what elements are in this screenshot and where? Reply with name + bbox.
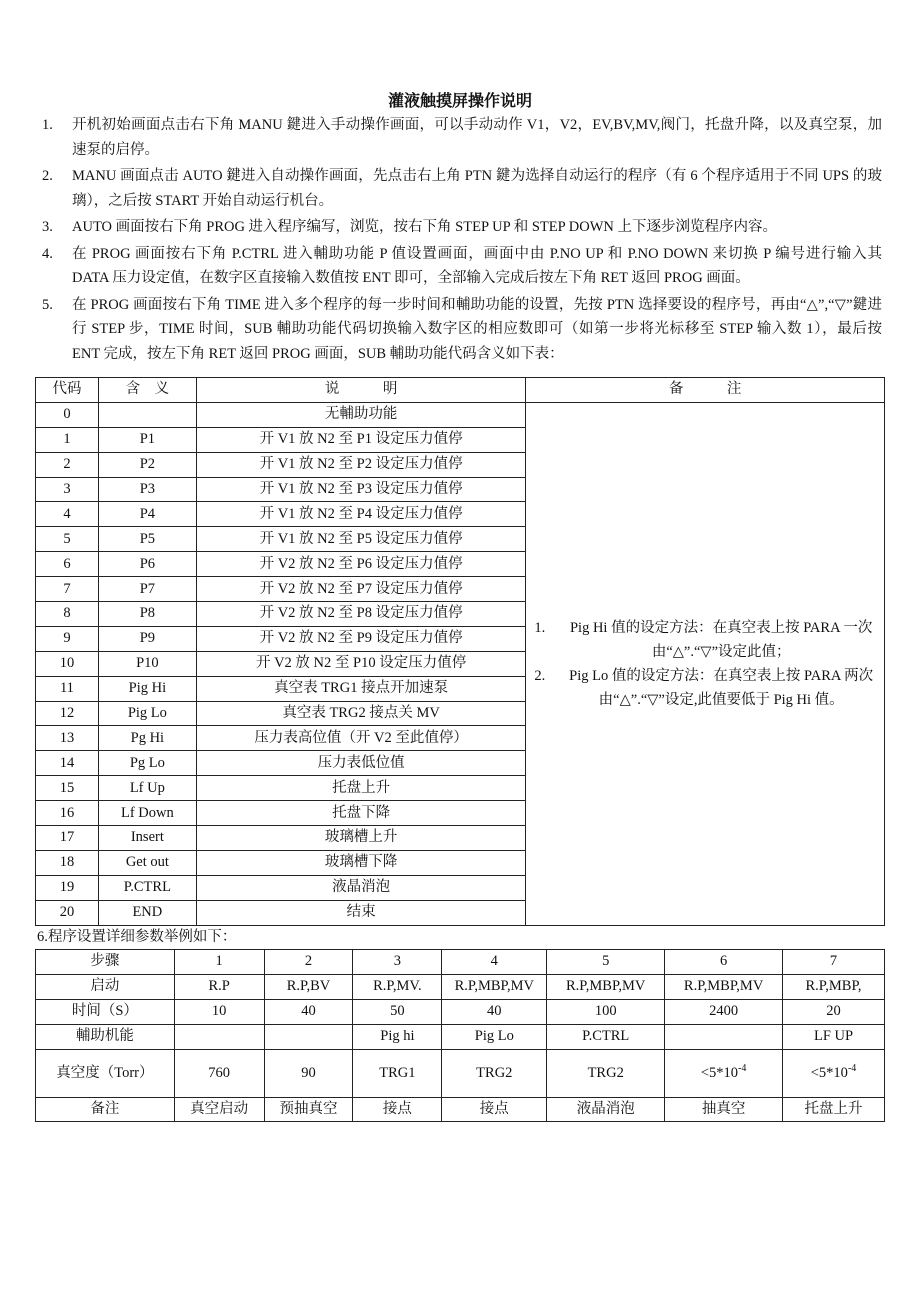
cell-meaning: Insert [98,826,196,851]
row-label: 备注 [36,1097,175,1122]
step-cell [174,1024,264,1049]
step-cell [665,999,783,1024]
item-text: MANU 画面点击 AUTO 鍵进入自动操作画面，先点击右上角 PTN 鍵为选择自动运行的程序（有 6 个程序适用于不同 UPS 的玻璃），之后按 START 开始自动运行机台。 [72,168,882,209]
step-cell [353,999,442,1024]
cell-meaning: P9 [98,626,196,651]
cell-meaning: Pig Hi [98,676,196,701]
cell-desc: 开 V2 放 N2 至 P10 设定压力值停 [196,651,526,676]
cell-value: Pig Lo [474,1028,514,1045]
cell-meaning: P4 [98,502,196,527]
remark-item [532,664,878,712]
header-description: 说 明 [196,378,526,403]
table-row [36,1024,885,1049]
cell-value: 液晶消泡 [576,1101,635,1117]
cell-desc: 液晶消泡 [196,875,526,900]
cell-code: 12 [36,701,99,726]
row-label: 步骤 [36,950,175,975]
cell-desc: 真空表 TRG1 接点开加速泵 [196,676,526,701]
row-label: 启动 [36,974,175,999]
cell-meaning: Pg Hi [98,726,196,751]
step-cell [353,1049,442,1097]
step-cell [665,1049,783,1097]
cell-desc: 开 V1 放 N2 至 P4 设定压力值停 [196,502,526,527]
cell-code: 19 [36,875,99,900]
exponent: -4 [738,1062,747,1074]
item-text: AUTO 画面按右下角 PROG 进入程序编写，浏览，按右下角 STEP UP 和 STEP DOWN 上下逐步浏览程序内容。 [72,219,778,235]
cell-code: 14 [36,751,99,776]
cell-value: 50 [390,1003,405,1020]
step-cell [264,1097,353,1122]
header-code: 代码 [36,378,99,403]
item-text: 开机初始画面点击右下角 MANU 鍵进入手动操作画面，可以手动动作 V1，V2，EV,BV,MV,阀门，托盘升降，以及真空泵，加速泵的启停。 [72,117,882,158]
cell-code: 7 [36,577,99,602]
step-cell [442,950,547,975]
instruction-item [36,293,882,367]
cell-code: 17 [36,826,99,851]
cell-value: TRG2 [476,1064,513,1081]
cell-code: 3 [36,477,99,502]
step-cell [783,1024,885,1049]
cell-code: 10 [36,651,99,676]
item-text: 在 PROG 画面按右下角 P.CTRL 进入輔助功能 P 值设置画面，画面中由 P.NO UP 和 P.NO DOWN 来切换 P 编号进行输入其 DATA 压力设定值，在数字区直接输入数值按 ENT 即可，全部输入完成后按左下角 RET 返回 PROG 画面。 [72,245,882,286]
cell-value: 2400 [709,1003,739,1020]
cell-value: 7 [829,953,838,970]
cell-meaning: P7 [98,577,196,602]
cell-desc: 开 V1 放 N2 至 P3 设定压力值停 [196,477,526,502]
cell-code: 9 [36,626,99,651]
cell-value: 10 [211,1003,227,1020]
step-cell [442,1024,547,1049]
cell-value: 40 [487,1003,502,1020]
cell-value: R.P,MBP, [805,978,862,995]
step-cell [353,1097,442,1122]
cell-meaning: P.CTRL [98,875,196,900]
remarks-list [532,616,878,712]
cell-value: Pig hi [380,1028,415,1045]
cell-desc: 玻璃槽上升 [196,826,526,851]
step-cell [174,999,264,1024]
step-cell [264,999,353,1024]
step-cell [174,1097,264,1122]
cell-value: 6 [719,953,728,970]
table-row [36,999,885,1024]
cell-code: 16 [36,801,99,826]
item-number: 2. [42,168,53,184]
cell-value: 预抽真空 [279,1101,338,1117]
item-number: 4. [42,245,53,262]
cell-desc: 开 V2 放 N2 至 P6 设定压力值停 [196,552,526,577]
table-row [36,402,885,427]
exponent: -4 [847,1062,857,1074]
cell-code: 4 [36,502,99,527]
section-6-heading: 6.程序设置详细参数举例如下： [37,929,237,945]
instruction-list [36,113,882,368]
cell-code: 2 [36,452,99,477]
cell-desc: 开 V1 放 N2 至 P5 设定压力值停 [196,527,526,552]
cell-meaning: P3 [98,477,196,502]
row-label: 时间（S） [36,999,175,1024]
cell-value: 接点 [479,1101,509,1117]
step-cell [783,1097,885,1122]
step-cell [264,950,353,975]
cell-value: 90 [301,1064,316,1081]
cell-desc: 托盘上升 [196,776,526,801]
step-cell [442,999,547,1024]
remark-text: Pig Hi 值的设定方法：在真空表上按 PARA 一次由“△”.“▽”设定此值； [569,619,873,660]
cell-desc: 压力表低位值 [196,751,526,776]
cell-code: 20 [36,900,99,925]
cell-code: 8 [36,602,99,627]
remark-number: 2. [534,667,546,684]
cell-meaning: P1 [98,427,196,452]
table-row [36,974,885,999]
cell-value: TRG2 [587,1064,624,1081]
cell-value: R.P,MV. [373,978,422,995]
step-cell [783,974,885,999]
step-cell [353,950,442,975]
step-cell [547,1049,665,1097]
remarks-cell [526,402,885,925]
table-row [36,1097,885,1122]
cell-value: <5*10 [810,1064,848,1081]
step-cell [783,1049,885,1097]
cell-code: 18 [36,850,99,875]
instruction-item [36,242,882,291]
step-cell [547,950,665,975]
step-cell [264,1024,353,1049]
step-cell [174,974,264,999]
item-number: 3. [42,219,53,235]
cell-meaning: Lf Up [98,776,196,801]
step-cell [264,1049,353,1097]
cell-value: 2 [304,953,313,970]
cell-value: TRG1 [379,1064,416,1081]
cell-code: 15 [36,776,99,801]
cell-value: 真空启动 [190,1101,249,1117]
step-cell [353,1024,442,1049]
step-cell [442,1097,547,1122]
step-cell [174,1049,264,1097]
item-number: 5. [42,296,53,313]
cell-desc: 压力表高位值（开 V2 至此值停） [196,726,526,751]
step-cell [353,974,442,999]
cell-value: <5*10 [700,1064,739,1081]
cell-value: R.P,BV [286,978,331,995]
cell-desc: 开 V2 放 N2 至 P7 设定压力值停 [196,577,526,602]
cell-desc: 开 V1 放 N2 至 P1 设定压力值停 [196,427,526,452]
cell-code: 5 [36,527,99,552]
cell-desc: 开 V1 放 N2 至 P2 设定压力值停 [196,452,526,477]
step-cell [665,1024,783,1049]
cell-value: R.P [208,978,230,995]
step-cell [174,950,264,975]
cell-desc: 真空表 TRG2 接点关 MV [196,701,526,726]
cell-value: P.CTRL [582,1028,630,1045]
cell-meaning: P5 [98,527,196,552]
parameter-example-table [35,949,885,1122]
sub-function-table [35,377,885,926]
cell-value: 40 [301,1003,316,1020]
step-cell [547,999,665,1024]
cell-meaning: END [98,900,196,925]
cell-meaning: P2 [98,452,196,477]
cell-meaning [98,402,196,427]
cell-code: 1 [36,427,99,452]
cell-meaning: Pig Lo [98,701,196,726]
cell-desc: 开 V2 放 N2 至 P9 设定压力值停 [196,626,526,651]
remark-number: 1. [534,619,546,636]
cell-value: R.P,MBP,MV [566,978,646,995]
step-cell [264,974,353,999]
item-text: 在 PROG 画面按右下角 TIME 进入多个程序的每一步时间和輔助功能的设置，先按 PTN 选择要设的程序号，再由“△”,“▽”鍵进行 STEP 步，TIME 时间，SUB 輔助功能代码切换输入数字区的相应数即可（如第一步将光标移至 STEP 输入数 1），最后按 ENT 完成，按左下角 RET 返回 PROG 画面，SUB 輔助功能代码含义如下表： [72,296,882,362]
cell-value: 1 [215,953,223,970]
cell-value: 20 [826,1003,841,1020]
cell-desc: 无輔助功能 [196,402,526,427]
table-header-row [36,378,885,403]
instruction-item [36,215,882,240]
cell-code: 6 [36,552,99,577]
step-cell [783,999,885,1024]
remark-item [532,616,878,664]
step-cell [547,1097,665,1122]
cell-value: 托盘上升 [804,1101,863,1117]
step-cell [442,974,547,999]
row-label: 輔助机能 [36,1024,175,1049]
cell-value: R.P,MBP,MV [683,978,764,995]
cell-value: 抽真空 [701,1101,746,1117]
item-number: 1. [42,117,53,133]
step-cell [783,950,885,975]
cell-value: 3 [393,953,402,970]
instruction-item [36,113,882,162]
header-remarks: 备 注 [526,378,885,403]
cell-meaning: Lf Down [98,801,196,826]
cell-desc: 玻璃槽下降 [196,850,526,875]
cell-value: LF UP [813,1028,854,1045]
header-meaning: 含 义 [98,378,196,403]
cell-desc: 结束 [196,900,526,925]
cell-meaning: P10 [98,651,196,676]
cell-meaning: Get out [98,850,196,875]
cell-code: 11 [36,676,99,701]
cell-meaning: P6 [98,552,196,577]
cell-value: 4 [490,953,498,970]
cell-desc: 开 V2 放 N2 至 P8 设定压力值停 [196,602,526,627]
step-cell [547,974,665,999]
step-cell [665,974,783,999]
document-title: 灌液触摸屏操作说明 [387,91,532,110]
instruction-item [36,164,882,213]
step-cell [665,1097,783,1122]
table-row [36,1049,885,1097]
remark-text: Pig Lo 值的设定方法：在真空表上按 PARA 两次由“△”.“▽”设定,此值要低于 Pig Hi 值。 [569,667,874,708]
cell-value: R.P,MBP,MV [454,978,534,995]
step-cell [547,1024,665,1049]
step-cell [665,950,783,975]
cell-meaning: Pg Lo [98,751,196,776]
cell-meaning: P8 [98,602,196,627]
cell-value: 100 [594,1003,617,1020]
cell-code: 13 [36,726,99,751]
cell-desc: 托盘下降 [196,801,526,826]
cell-code: 0 [36,402,99,427]
cell-value: 5 [602,953,610,970]
step-cell [442,1049,547,1097]
cell-value: 接点 [382,1101,412,1117]
cell-value: 760 [208,1064,231,1081]
table-row [36,950,885,975]
row-label: 真空度（Torr） [36,1049,175,1097]
